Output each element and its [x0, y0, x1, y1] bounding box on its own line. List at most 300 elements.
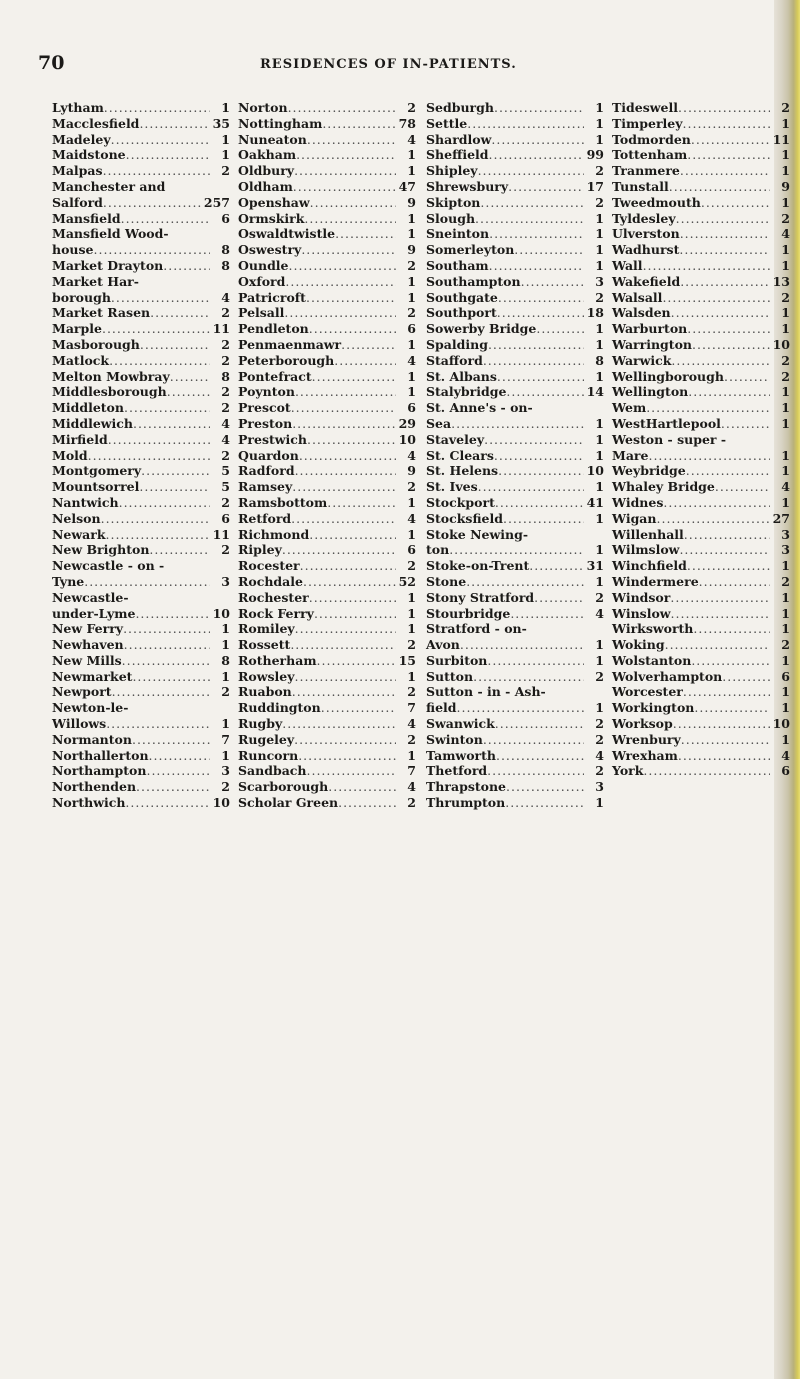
leader-dots: [290, 637, 396, 653]
place-name: Tyne: [52, 573, 85, 589]
place-name: Tideswell: [612, 100, 678, 115]
patient-count: 2: [221, 447, 230, 463]
place-name: Mold: [52, 447, 88, 463]
patient-count: 1: [595, 447, 604, 463]
leader-dots: [301, 242, 396, 258]
leader-dots: [88, 448, 210, 464]
place-name: Wirksworth: [612, 621, 694, 637]
leader-dots: [106, 716, 210, 732]
patient-count: 1: [407, 621, 416, 637]
leader-dots: [679, 242, 770, 258]
patient-count: 2: [221, 384, 230, 400]
patient-count: 2: [221, 542, 230, 558]
list-item: [238, 763, 416, 779]
leader-dots: [687, 558, 770, 574]
place-name: Whaley Bridge: [612, 479, 715, 495]
place-name: Middlewich: [52, 415, 133, 431]
list-item: [238, 290, 416, 306]
place-name: Ormskirk: [238, 210, 305, 226]
leader-dots: [295, 384, 396, 400]
list-item: [52, 290, 230, 306]
patient-count: 2: [221, 684, 230, 700]
leader-dots: [484, 432, 584, 448]
residence-list: [52, 100, 790, 811]
patient-count: 1: [595, 573, 604, 589]
patient-count: 1: [781, 321, 790, 337]
place-name: Northwich: [52, 795, 126, 811]
place-name: Newcastle-: [52, 589, 129, 605]
place-name: Wakefield: [612, 273, 681, 289]
patient-count: 10: [212, 795, 230, 811]
place-name: Winslow: [612, 605, 671, 621]
place-name: Newton-le-: [52, 700, 129, 716]
patient-count: 6: [781, 763, 790, 779]
place-name: Shrewsbury: [426, 178, 509, 194]
list-item: [238, 574, 416, 590]
list-item: [238, 116, 416, 132]
leader-dots: [149, 748, 210, 764]
patient-count: 4: [221, 415, 230, 431]
list-item: [238, 558, 416, 574]
patient-count: 4: [781, 747, 790, 763]
leader-dots: [124, 400, 210, 416]
patient-count: 1: [595, 336, 604, 352]
list-item: [238, 353, 416, 369]
leader-dots: [317, 653, 396, 669]
place-name: Matlock: [52, 352, 110, 368]
patient-count: 1: [595, 115, 604, 131]
list-item: [52, 432, 230, 448]
place-name: Southam: [426, 257, 489, 273]
patient-count: 1: [781, 589, 790, 605]
leader-dots: [483, 732, 584, 748]
place-name: Southgate: [426, 289, 498, 305]
list-item: [238, 732, 416, 748]
patient-count: [210, 590, 230, 606]
list-item: [238, 400, 416, 416]
leader-dots: [673, 716, 770, 732]
place-name: Prestwich: [238, 431, 307, 447]
place-name: Wigan: [612, 510, 657, 526]
leader-dots: [327, 495, 396, 511]
list-item: [426, 147, 604, 163]
place-name: Oxford: [238, 273, 286, 289]
leader-dots: [121, 211, 210, 227]
list-item: [612, 511, 790, 527]
place-name: Maidstone: [52, 147, 126, 163]
leader-dots: [295, 621, 396, 637]
list-item: [238, 337, 416, 353]
place-name: Middleton: [52, 400, 124, 416]
list-item: [238, 321, 416, 337]
list-item: [612, 305, 790, 321]
column-2: [238, 100, 416, 811]
patient-count: 9: [781, 178, 790, 194]
place-name: Rochdale: [238, 573, 303, 589]
leader-dots: [687, 321, 770, 337]
patient-count: 2: [407, 731, 416, 747]
place-name: Wolstanton: [612, 652, 692, 668]
place-name: Walsden: [612, 305, 671, 321]
leader-dots: [521, 274, 584, 290]
list-item: [238, 479, 416, 495]
list-item: [52, 684, 230, 700]
leader-dots: [676, 211, 770, 227]
place-name: Market Rasen: [52, 305, 151, 321]
list-item: [426, 700, 604, 716]
list-item: [52, 527, 230, 543]
place-name: Thrapstone: [426, 779, 507, 795]
list-item: [426, 226, 604, 242]
place-name: Spalding: [426, 336, 488, 352]
list-item: [52, 495, 230, 511]
list-item: [52, 337, 230, 353]
patient-count: 1: [407, 668, 416, 684]
leader-dots: [699, 574, 770, 590]
patient-count: 9: [407, 242, 416, 258]
patient-count: 4: [407, 447, 416, 463]
list-item: [612, 132, 790, 148]
patient-count: 11: [212, 321, 230, 337]
place-name: Northallerton: [52, 747, 149, 763]
patient-count: 10: [398, 431, 416, 447]
place-name: Avon: [426, 637, 460, 653]
place-name: Wall: [612, 257, 643, 273]
list-item: [52, 163, 230, 179]
place-name: Mansfield: [52, 210, 121, 226]
place-name: Peterborough: [238, 352, 335, 368]
place-name: Mountsorrel: [52, 479, 140, 495]
list-item: [52, 211, 230, 227]
list-item: [426, 463, 604, 479]
place-name: Wrexham: [612, 747, 678, 763]
leader-dots: [643, 258, 770, 274]
list-item: [426, 558, 604, 574]
list-item: [52, 542, 230, 558]
list-item: [52, 558, 230, 574]
place-name: Sowerby Bridge: [426, 321, 537, 337]
place-name: Workington: [612, 700, 695, 716]
patient-count: 1: [595, 257, 604, 273]
place-name: Wrenbury: [612, 731, 681, 747]
leader-dots: [684, 527, 770, 543]
patient-count: 10: [586, 463, 604, 479]
place-name: Sheffield: [426, 147, 489, 163]
place-name: Shardlow: [426, 131, 492, 147]
list-item: [52, 305, 230, 321]
place-name: St. Helens: [426, 463, 499, 479]
list-item: [238, 653, 416, 669]
leader-dots: [163, 258, 210, 274]
leader-dots: [307, 763, 397, 779]
leader-dots: [291, 511, 396, 527]
place-name: Rugeley: [238, 731, 295, 747]
list-item: [426, 448, 604, 464]
leader-dots: [328, 779, 396, 795]
place-name: Scholar Green: [238, 795, 339, 811]
list-item: [238, 495, 416, 511]
leader-dots: [341, 337, 396, 353]
patient-count: 1: [781, 652, 790, 668]
patient-count: 2: [407, 795, 416, 811]
patient-count: 1: [407, 147, 416, 163]
place-name: Norton: [238, 100, 288, 115]
leader-dots: [488, 337, 584, 353]
patient-count: 4: [407, 716, 416, 732]
list-item: [238, 305, 416, 321]
place-name: Swinton: [426, 731, 483, 747]
column-4: [612, 100, 790, 779]
place-name: Southport: [426, 305, 497, 321]
patient-count: 2: [221, 336, 230, 352]
place-name: ton: [426, 542, 450, 558]
leader-dots: [483, 353, 584, 369]
leader-dots: [478, 163, 584, 179]
place-name: Shipley: [426, 163, 478, 179]
patient-count: 2: [407, 637, 416, 653]
place-name: field: [426, 700, 457, 716]
place-name: Willenhall: [612, 526, 684, 542]
leader-dots: [506, 779, 584, 795]
patient-count: 1: [221, 668, 230, 684]
list-item: [612, 700, 790, 716]
list-item: [52, 637, 230, 653]
place-name: Melton Mowbray: [52, 368, 170, 384]
list-item: [52, 590, 230, 606]
patient-count: 35: [212, 115, 230, 131]
list-item: [238, 147, 416, 163]
list-item: [426, 795, 604, 811]
leader-dots: [487, 763, 584, 779]
list-item: [612, 637, 790, 653]
patient-count: 1: [595, 368, 604, 384]
leader-dots: [294, 732, 396, 748]
place-name: St. Albans: [426, 368, 497, 384]
patient-count: 10: [212, 605, 230, 621]
list-item: [52, 463, 230, 479]
list-item: [426, 384, 604, 400]
leader-dots: [694, 700, 770, 716]
patient-count: 1: [781, 700, 790, 716]
list-item: [612, 732, 790, 748]
place-name: Stony Stratford: [426, 589, 535, 605]
patient-count: 5: [221, 463, 230, 479]
leader-dots: [670, 590, 770, 606]
place-name: Manchester and: [52, 178, 166, 194]
patient-count: 7: [407, 763, 416, 779]
list-item: [426, 132, 604, 148]
leader-dots: [314, 606, 396, 622]
leader-dots: [126, 147, 210, 163]
place-name: Stockport: [426, 494, 495, 510]
patient-count: 2: [221, 400, 230, 416]
patient-count: 1: [407, 747, 416, 763]
patient-count: 15: [398, 652, 416, 668]
place-name: Patricroft: [238, 289, 306, 305]
list-item: [612, 369, 790, 385]
place-name: Pontefract: [238, 368, 312, 384]
leader-dots: [109, 353, 210, 369]
patient-count: 1: [781, 447, 790, 463]
patient-count: 2: [595, 716, 604, 732]
place-name: Mare: [612, 447, 649, 463]
place-name: Quardon: [238, 447, 299, 463]
list-item: [612, 558, 790, 574]
list-item: [238, 369, 416, 385]
place-name: Montgomery: [52, 463, 142, 479]
patient-count: 2: [407, 100, 416, 115]
list-item: [52, 606, 230, 622]
place-name: Masborough: [52, 336, 140, 352]
patient-count: 9: [407, 463, 416, 479]
leader-dots: [164, 558, 210, 574]
list-item: [426, 195, 604, 211]
patient-count: 1: [407, 605, 416, 621]
list-item: [612, 274, 790, 290]
list-item: [238, 211, 416, 227]
patient-count: 11: [212, 526, 230, 542]
list-item: [426, 416, 604, 432]
patient-count: 2: [221, 494, 230, 510]
place-name: Tyldesley: [612, 210, 676, 226]
place-name: Slough: [426, 210, 476, 226]
leader-dots: [335, 226, 396, 242]
patient-count: 1: [407, 494, 416, 510]
place-name: Poynton: [238, 384, 295, 400]
place-name: Surbiton: [426, 652, 488, 668]
list-item: [52, 226, 230, 242]
leader-dots: [299, 448, 396, 464]
list-item: [612, 195, 790, 211]
leader-dots: [309, 590, 396, 606]
leader-dots: [322, 116, 396, 132]
list-item: [612, 290, 790, 306]
leader-dots: [480, 195, 584, 211]
patient-count: 2: [407, 558, 416, 574]
list-item: [612, 116, 790, 132]
patient-count: 1: [781, 257, 790, 273]
patient-count: 1: [595, 637, 604, 653]
leader-dots: [321, 700, 396, 716]
place-name: Newark: [52, 526, 106, 542]
place-name: Stoke Newing-: [426, 526, 529, 542]
leader-dots: [122, 653, 210, 669]
patient-count: 1: [781, 684, 790, 700]
place-name: Worksop: [612, 716, 673, 732]
patient-count: [210, 700, 230, 716]
list-item: [52, 179, 230, 195]
leader-dots: [715, 479, 770, 495]
patient-count: 1: [595, 795, 604, 811]
patient-count: 2: [221, 305, 230, 321]
patient-count: 2: [781, 210, 790, 226]
patient-count: 1: [407, 273, 416, 289]
patient-count: [584, 527, 604, 543]
leader-dots: [534, 590, 584, 606]
leader-dots: [489, 147, 584, 163]
leader-dots: [478, 479, 584, 495]
leader-dots: [683, 684, 770, 700]
patient-count: 2: [781, 352, 790, 368]
patient-count: 4: [781, 226, 790, 242]
leader-dots: [505, 795, 584, 811]
list-item: [612, 606, 790, 622]
list-item: [426, 258, 604, 274]
patient-count: [584, 400, 604, 416]
patient-count: 1: [407, 589, 416, 605]
patient-count: 1: [595, 321, 604, 337]
list-item: [426, 684, 604, 700]
place-name: Normanton: [52, 731, 132, 747]
leader-dots: [514, 242, 584, 258]
leader-dots: [106, 527, 211, 543]
leader-dots: [292, 479, 396, 495]
patient-count: 4: [221, 289, 230, 305]
list-item: [238, 684, 416, 700]
place-name: Wem: [612, 400, 647, 416]
list-item: [612, 163, 790, 179]
patient-count: 1: [221, 747, 230, 763]
patient-count: 1: [595, 652, 604, 668]
place-name: Nelson: [52, 510, 101, 526]
place-name: Ruabon: [238, 684, 292, 700]
list-item: [52, 763, 230, 779]
place-name: Widnes: [612, 494, 664, 510]
leader-dots: [139, 274, 210, 290]
list-item: [612, 242, 790, 258]
patient-count: 1: [781, 400, 790, 416]
list-item: [52, 147, 230, 163]
leader-dots: [309, 321, 396, 337]
leader-dots: [285, 274, 396, 290]
patient-count: 7: [407, 700, 416, 716]
patient-count: 2: [595, 194, 604, 210]
leader-dots: [646, 400, 770, 416]
leader-dots: [692, 337, 770, 353]
leader-dots: [498, 290, 584, 306]
list-item: [238, 669, 416, 685]
list-item: [52, 400, 230, 416]
leader-dots: [94, 242, 210, 258]
leader-dots: [296, 147, 396, 163]
place-name: Malpas: [52, 163, 103, 179]
list-item: [426, 748, 604, 764]
patient-count: 4: [595, 747, 604, 763]
place-name: Oldham: [238, 178, 293, 194]
patient-count: 1: [595, 415, 604, 431]
leader-dots: [466, 574, 584, 590]
leader-dots: [721, 416, 770, 432]
leader-dots: [498, 463, 584, 479]
list-item: [238, 606, 416, 622]
place-name: WestHartlepool: [612, 415, 721, 431]
list-item: [52, 384, 230, 400]
patient-count: 4: [781, 479, 790, 495]
leader-dots: [310, 195, 396, 211]
list-item: [612, 574, 790, 590]
place-name: Wadhurst: [612, 242, 680, 258]
leader-dots: [508, 179, 584, 195]
leader-dots: [300, 558, 396, 574]
place-name: Lytham: [52, 100, 104, 115]
leader-dots: [536, 321, 584, 337]
page-number: 70: [38, 52, 65, 74]
list-item: [426, 732, 604, 748]
place-name: Richmond: [238, 526, 310, 542]
list-item: [238, 700, 416, 716]
patient-count: 1: [781, 147, 790, 163]
leader-dots: [141, 463, 210, 479]
